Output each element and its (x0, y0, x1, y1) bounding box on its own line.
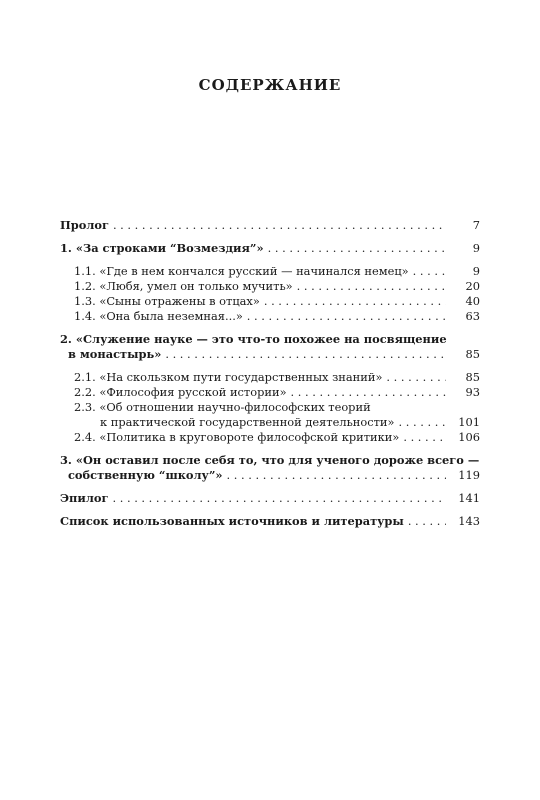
toc-page-number: 63 (465, 309, 480, 323)
toc-page-number: 85 (465, 370, 480, 384)
toc-page-number: 7 (472, 218, 480, 232)
toc-entry-title-continued: собственную “школу”» (68, 468, 223, 482)
toc-leader-dots (403, 430, 446, 445)
toc-page-number: 141 (458, 491, 480, 505)
toc-entry-section-1-2[interactable] (60, 279, 480, 294)
toc-entry-title: 3. «Он оставил после себя то, что для ученого дороже всего — (60, 453, 480, 467)
toc-page-number: 20 (465, 279, 480, 293)
toc-leader-dots (165, 347, 446, 362)
toc-leader-dots (297, 279, 446, 294)
toc-entry-title: 1.1. «Где в нем кончался русский — начинался немец» (74, 264, 409, 278)
toc-entry-section-2-2[interactable] (60, 385, 480, 400)
toc-leader-dots (247, 309, 446, 324)
toc-entry-chapter-3[interactable] (60, 453, 480, 483)
toc-page-number: 101 (458, 415, 480, 429)
toc-page-number: 9 (472, 264, 480, 278)
page-title: СОДЕРЖАНИЕ (198, 76, 342, 94)
toc-entry-section-1-1[interactable] (60, 264, 480, 279)
toc-page-number: 85 (465, 347, 480, 361)
toc-leader-dots (268, 241, 446, 256)
toc-entry-section-2-1[interactable] (60, 370, 480, 385)
toc-page-number: 106 (458, 430, 480, 444)
toc-page-number: 40 (465, 294, 480, 308)
toc-entry-title: 2.3. «Об отношении научно-философских теорий (74, 400, 371, 414)
toc-entry-chapter-2[interactable] (60, 332, 480, 362)
toc-leader-dots (291, 385, 446, 400)
toc-entry-title: 2.4. «Политика в круговороте философской критики» (74, 430, 400, 444)
toc-entry-section-1-4[interactable] (60, 309, 480, 324)
toc-entry-section-1-3[interactable] (60, 294, 480, 309)
toc-entry-section-2-3[interactable] (60, 400, 480, 430)
toc-page-number: 119 (458, 468, 480, 482)
toc-leader-dots (112, 491, 446, 506)
toc-leader-dots (386, 370, 446, 385)
table-of-contents (60, 218, 480, 529)
toc-entry-title: Пролог (60, 218, 109, 232)
toc-entry-title: 1.4. «Она была неземная...» (74, 309, 243, 323)
toc-entry-title: 2.1. «На скользком пути государственных знаний» (74, 370, 383, 384)
toc-entry-chapter-1[interactable] (60, 241, 480, 256)
toc-page-number: 93 (465, 385, 480, 399)
toc-page-number: 143 (458, 514, 480, 528)
toc-leader-dots (413, 264, 446, 279)
toc-entry-title: 2. «Служение науке — это что-то похожее на посвящение (60, 332, 447, 346)
toc-entry-prologue[interactable] (60, 218, 480, 233)
toc-entry-title: 2.2. «Философия русской истории» (74, 385, 287, 399)
toc-leader-dots (227, 468, 446, 483)
toc-leader-dots (264, 294, 446, 309)
toc-entry-epilogue[interactable] (60, 491, 480, 506)
toc-entry-section-2-4[interactable] (60, 430, 480, 445)
toc-entry-bibliography[interactable] (60, 514, 480, 529)
toc-entry-title: 1. «За строками “Возмездия”» (60, 241, 264, 255)
toc-leader-dots (113, 218, 446, 233)
toc-entry-title-continued: к практической государственной деятельности» (100, 415, 395, 429)
toc-entry-title: Список использованных источников и литературы (60, 514, 404, 528)
toc-entry-title: 1.2. «Любя, умел он только мучить» (74, 279, 293, 293)
toc-entry-title-continued: в монастырь» (68, 347, 162, 361)
toc-leader-dots (398, 415, 446, 430)
toc-page-number: 9 (472, 241, 480, 255)
toc-entry-title: Эпилог (60, 491, 109, 505)
toc-entry-title: 1.3. «Сыны отражены в отцах» (74, 294, 260, 308)
toc-leader-dots (408, 514, 446, 529)
